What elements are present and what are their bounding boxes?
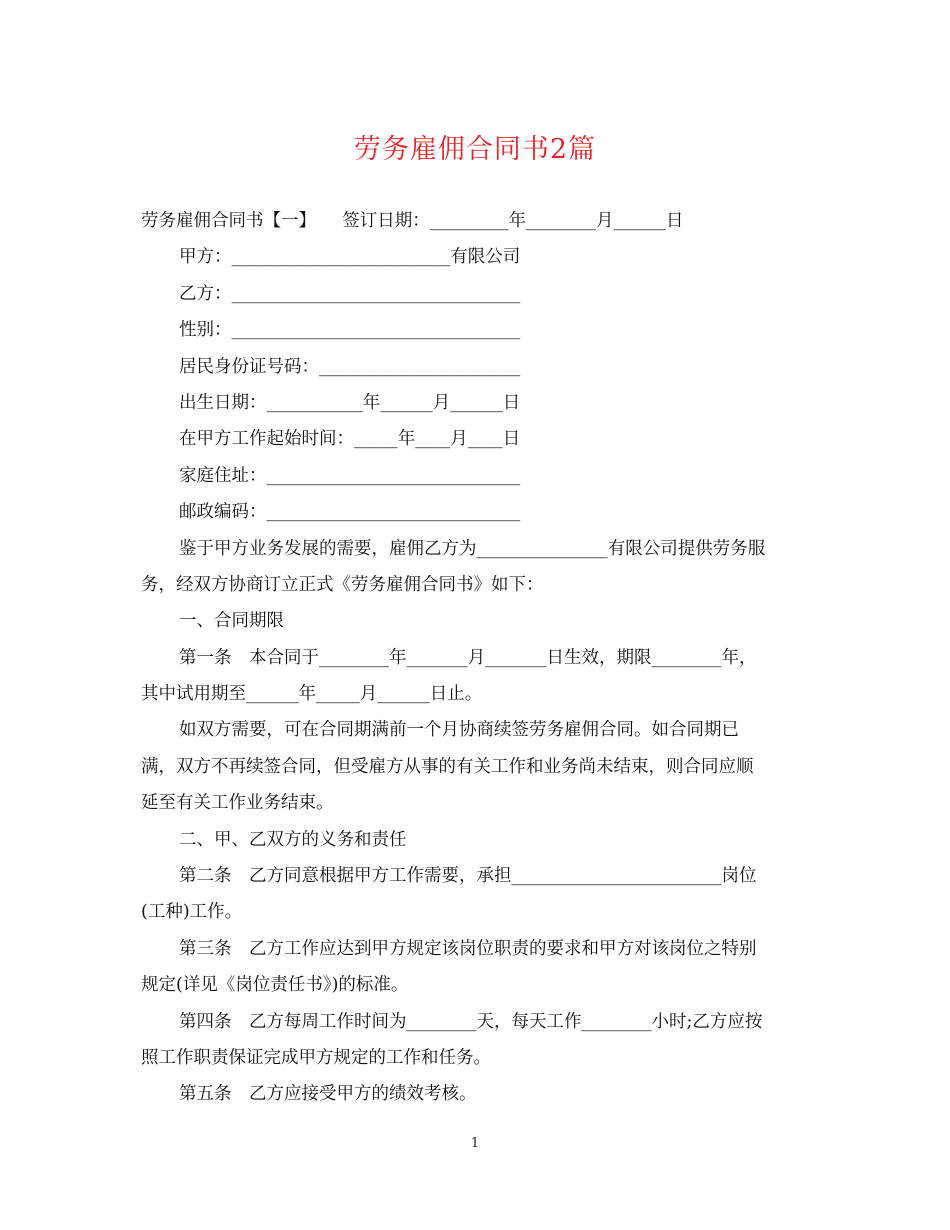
section-heading: 一、合同期限 <box>179 611 284 631</box>
doc-line: 出生日期：___________年______月______日 <box>179 393 521 413</box>
doc-line: 在甲方工作起始时间：_____年____月____日 <box>179 429 521 449</box>
doc-line: 如双方需要，可在合同期满前一个月协商续签劳务雇佣合同。如合同期已 <box>179 720 739 740</box>
doc-line: 第三条 乙方工作应达到甲方规定该岗位职责的要求和甲方对该岗位之特别 <box>179 939 757 959</box>
doc-line: 乙方：_________________________________ <box>179 284 521 304</box>
doc-line: 第五条 乙方应接受甲方的绩效考核。 <box>179 1084 477 1104</box>
doc-line: 第二条 乙方同意根据甲方工作需要，承担________________________岗位 <box>179 866 757 886</box>
doc-line: 劳务雇佣合同书【一】 签订日期：_________年________月______日 <box>141 211 684 231</box>
doc-line: 邮政编码：_____________________________ <box>179 502 521 522</box>
doc-line: 居民身份证号码：_______________________ <box>179 357 521 377</box>
document-title: 劳务雇佣合同书2篇 <box>353 134 597 165</box>
section-heading: 二、甲、乙双方的义务和责任 <box>179 830 407 850</box>
doc-line: 第四条 乙方每周工作时间为________天，每天工作________小时;乙方应按 <box>179 1012 763 1032</box>
doc-line: 延至有关工作业务结束。 <box>141 793 334 813</box>
doc-line: 第一条 本合同于________年_______月_______日生效，期限________年， <box>179 648 757 668</box>
doc-line: 照工作职责保证完成甲方规定的工作和任务。 <box>141 1048 491 1068</box>
doc-line: 其中试用期至______年_____月______日止。 <box>141 684 483 704</box>
doc-line: 家庭住址：_____________________________ <box>179 466 521 486</box>
doc-line: 满，双方不再续签合同，但受雇方从事的有关工作和业务尚未结束，则合同应顺 <box>141 757 754 777</box>
page-number: 1 <box>470 1136 480 1151</box>
doc-line: 规定(详见《岗位责任书》)的标准。 <box>141 975 409 995</box>
doc-line: 鉴于甲方业务发展的需要，雇佣乙方为_______________有限公司提供劳务服 <box>179 539 766 559</box>
doc-line: 甲方：_________________________有限公司 <box>179 247 521 267</box>
doc-line: (工种)工作。 <box>141 902 243 922</box>
doc-line: 性别：_________________________________ <box>179 320 521 340</box>
doc-line: 务，经双方协商订立正式《劳务雇佣合同书》如下： <box>141 575 544 595</box>
